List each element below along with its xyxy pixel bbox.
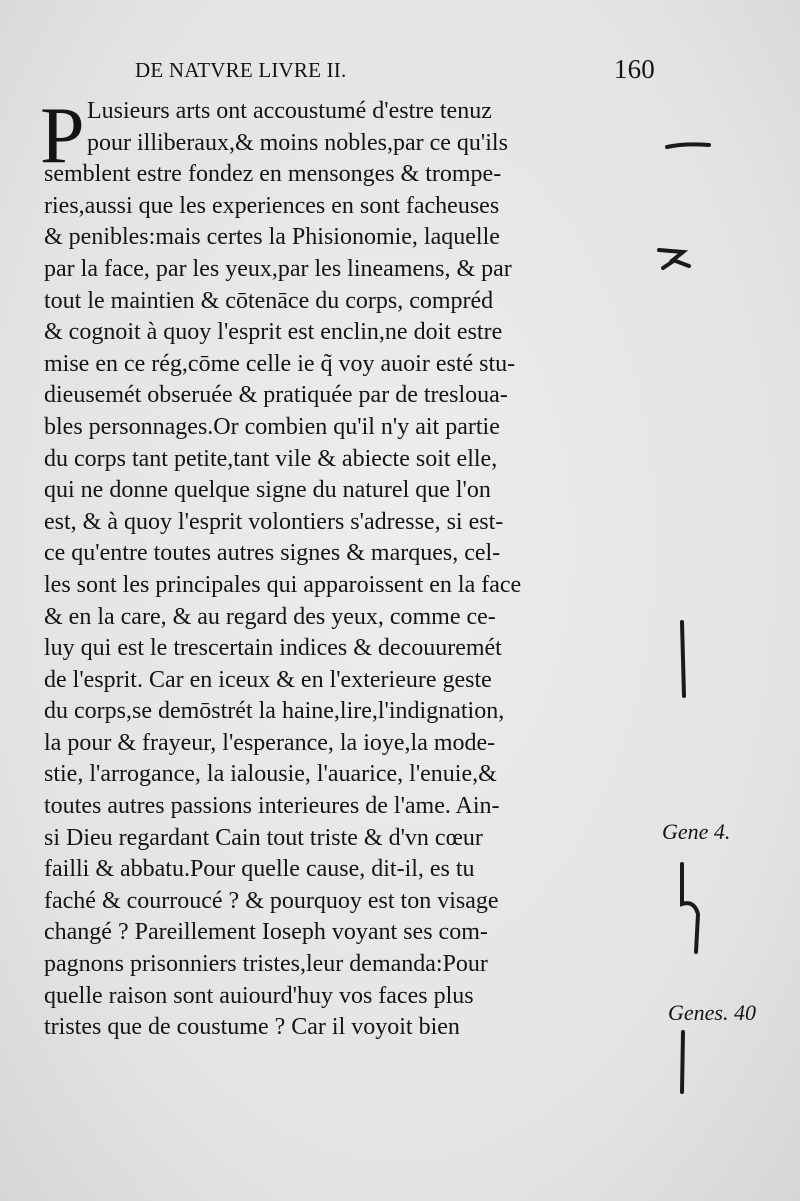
text-line: par la face, par les yeux,par les lineamens, & par (44, 255, 512, 282)
text-line: Lusieurs arts ont accoustumé d'estre tenuz (87, 98, 492, 124)
text-line: quelle raison sont auiourd'huy vos faces plus (44, 982, 474, 1009)
text-line: ce qu'entre toutes autres signes & marques, cel- (44, 540, 501, 567)
curly-bracket-mark (676, 860, 710, 956)
text-line: faché & courroucé ? & pourquoy est ton visage (44, 887, 499, 914)
text-line: tristes que de coustume ? Car il voyoit bien (44, 1014, 460, 1041)
text-line: du corps tant petite,tant vile & abiecte soit elle, (44, 445, 498, 472)
text-line: & cognoit à quoy l'esprit est enclin,ne doit estre (44, 319, 503, 346)
text-line: pagnons prisonniers tristes,leur demanda:Pour (44, 951, 488, 978)
text-line: les sont les principales qui apparoissent en la face (44, 571, 522, 598)
text-line: changé ? Pareillement Ioseph voyant ses com- (44, 919, 488, 946)
text-line: bles personnages.Or combien qu'il n'y ait partie (44, 413, 500, 440)
dash-mark (665, 140, 711, 152)
bracket-mark (655, 244, 695, 274)
text-line: pour illiberaux,& moins nobles,par ce qu'ils (87, 129, 508, 156)
vertical-bar-mark-lower (676, 1030, 690, 1096)
text-line: qui ne donne quelque signe du naturel que l'on (44, 477, 491, 504)
margin-note-genes-40: Genes. 40 (668, 1000, 756, 1025)
running-title: DE NATVRE LIVRE II. (135, 58, 347, 82)
text-line: & penibles:mais certes la Phisionomie, laquelle (44, 224, 500, 251)
text-line: toutes autres passions interieures de l'ame. Ain- (44, 793, 500, 820)
text-line: & en la care, & au regard des yeux, comme ce- (44, 603, 496, 630)
text-line: du corps,se demōstrét la haine,lire,l'indignation, (44, 698, 505, 725)
text-line: semblent estre fondez en mensonges & trompe- (44, 161, 502, 188)
text-line: ries,aussi que les experiences en sont facheuses (44, 192, 500, 219)
text-line: luy qui est le trescertain indices & decouuremét (44, 635, 502, 662)
text-line: tout le maintien & cōtenāce du corps, compréd (44, 287, 494, 314)
text-line: est, & à quoy l'esprit volontiers s'adresse, si est- (44, 508, 504, 535)
drop-capital: P (40, 92, 85, 180)
text-line: de l'esprit. Car en iceux & en l'exterieure geste (44, 666, 492, 693)
folio-number: 160 (613, 54, 655, 84)
text-line: la pour & frayeur, l'esperance, la ioye,la mode- (44, 729, 496, 756)
text-line: mise en ce rég,cōme celle ie q̃ voy auoir esté stu- (44, 350, 516, 377)
text-line: failli & abbatu.Pour quelle cause, dit-il, es tu (44, 856, 475, 883)
text-line: dieusemét obseruée & pratiquée par de tresloua- (44, 382, 508, 409)
margin-note-gene-4: Gene 4. (662, 819, 731, 844)
text-line: si Dieu regardant Cain tout triste & d'vn cœur (44, 824, 483, 851)
text-line: stie, l'arrogance, la ialousie, l'auarice, l'enuie,& (44, 761, 497, 788)
vertical-bar-mark (676, 620, 690, 700)
